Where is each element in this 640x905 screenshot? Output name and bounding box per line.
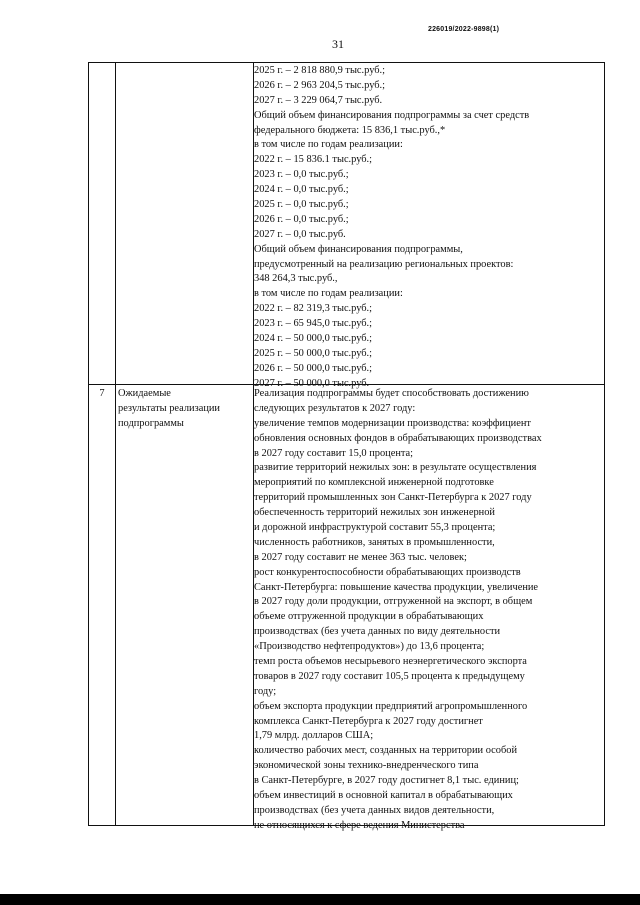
financing-line: 2025 г. – 50 000,0 тыс.руб.; <box>254 347 373 359</box>
results-line: объем инвестиций в основной капитал в обрабатывающих <box>254 790 513 802</box>
results-line: объеме отгруженной продукции в обрабатывающих <box>254 611 484 623</box>
results-line: Санкт-Петербурга: повышение качества продукции, увеличение <box>254 581 539 593</box>
results-line: рост конкурентоспособности обрабатывающих производств <box>254 566 521 578</box>
results-line: в 2027 году составит не менее 363 тыс. человек; <box>254 551 467 563</box>
financing-line: в том числе по годам реализации: <box>254 288 403 300</box>
page-number: 31 <box>332 37 344 51</box>
financing-line: 2022 г. – 82 319,3 тыс.руб.; <box>254 303 373 315</box>
financing-line: Общий объем финансирования подпрограммы за счет средств <box>254 109 530 121</box>
expected-results-cell <box>254 387 604 834</box>
financing-line: 2025 г. – 2 818 880,9 тыс.руб.; <box>254 65 386 76</box>
financing-line: 2025 г. – 0,0 тыс.руб.; <box>254 199 349 211</box>
program-passport-table <box>88 62 605 831</box>
results-line: количество рабочих мест, созданных на территории особой <box>254 745 518 757</box>
results-line: темп роста объемов несырьевого неэнергетического экспорта <box>254 656 527 668</box>
results-line: в 2027 году составит 15,0 процента; <box>254 447 414 459</box>
financing-line: 2027 г. – 0,0 тыс.руб. <box>254 228 346 240</box>
results-line: 1,79 млрд. долларов США; <box>254 730 374 742</box>
results-line: территорий промышленных зон Санкт-Петербурга к 2027 году <box>254 492 532 504</box>
results-line: в Санкт-Петербурге, в 2027 году достигнет 8,1 тыс. единиц; <box>254 775 519 787</box>
results-line: экономической зоны технико-внедренческого типа <box>254 760 479 772</box>
results-line: производствах (без учета данных видов деятельности, <box>254 804 495 816</box>
row-title <box>118 387 253 432</box>
financing-line: 2024 г. – 0,0 тыс.руб.; <box>254 184 349 196</box>
financing-line: Общий объем финансирования подпрограммы, <box>254 243 463 255</box>
results-line: следующих результатов к 2027 году: <box>254 402 416 414</box>
results-line: не относящихся к сфере ведения Министерства <box>254 819 465 831</box>
results-line: объем экспорта продукции предприятий агропромышленного <box>254 700 528 712</box>
results-line: и дорожной инфраструктурой составит 55,3 процента; <box>254 522 496 534</box>
results-line: обеспеченность территорий нежилых зон инженерной <box>254 507 495 519</box>
results-line: развитие территорий нежилых зон: в результате осуществления <box>254 462 537 474</box>
results-line: комплекса Санкт-Петербурга к 2027 году достигнет <box>254 715 483 727</box>
results-line: Реализация подпрограммы будет способствовать достижению <box>254 388 529 399</box>
scan-bottom-edge <box>0 894 640 905</box>
row-number: 7 <box>99 388 105 399</box>
financing-cell <box>254 64 604 392</box>
results-line: мероприятий по комплексной инженерной подготовке <box>254 477 494 489</box>
row-title-line: Ожидаемые <box>118 388 171 399</box>
results-line: году; <box>254 685 277 697</box>
results-line: производствах (без учета данных по виду деятельности <box>254 626 501 638</box>
financing-line: 2026 г. – 50 000,0 тыс.руб.; <box>254 362 373 374</box>
column-divider-1 <box>115 63 116 825</box>
results-line: увеличение темпов модернизации производства: коэффициент <box>254 417 531 429</box>
financing-line: федерального бюджета: 15 836,1 тыс.руб.,* <box>254 124 446 136</box>
document-number: 226019/2022-9898(1) <box>428 26 500 33</box>
results-line: «Производство нефтепродуктов») до 13,6 процента; <box>254 641 485 653</box>
row-title-line: подпрограммы <box>118 417 184 429</box>
financing-line: 2027 г. – 3 229 064,7 тыс.руб. <box>254 94 383 106</box>
financing-line: 2024 г. – 50 000,0 тыс.руб.; <box>254 333 373 345</box>
financing-line: 2026 г. – 0,0 тыс.руб.; <box>254 213 349 225</box>
results-line: товаров в 2027 году составит 105,5 процента к предыдущему <box>254 670 525 682</box>
results-line: обновления основных фондов в обрабатывающих производствах <box>254 432 542 444</box>
financing-line: 2027 г. – 50 000,0 тыс.руб. <box>254 377 370 389</box>
results-line: в 2027 году доли продукции, отгруженной на экспорт, в общем <box>254 596 533 608</box>
financing-line: 2026 г. – 2 963 204,5 тыс.руб.; <box>254 79 386 91</box>
financing-line: 2023 г. – 0,0 тыс.руб.; <box>254 169 349 181</box>
financing-line: в том числе по годам реализации: <box>254 139 403 151</box>
financing-line: 2022 г. – 15 836.1 тыс.руб.; <box>254 154 373 166</box>
financing-line: 2023 г. – 65 945,0 тыс.руб.; <box>254 318 373 330</box>
results-line: численность работников, занятых в промышленности, <box>254 536 495 548</box>
financing-line: 348 264,3 тыс.руб., <box>254 273 338 285</box>
row-title-line: результаты реализации <box>118 402 220 414</box>
financing-line: предусмотренный на реализацию региональных проектов: <box>254 258 514 270</box>
